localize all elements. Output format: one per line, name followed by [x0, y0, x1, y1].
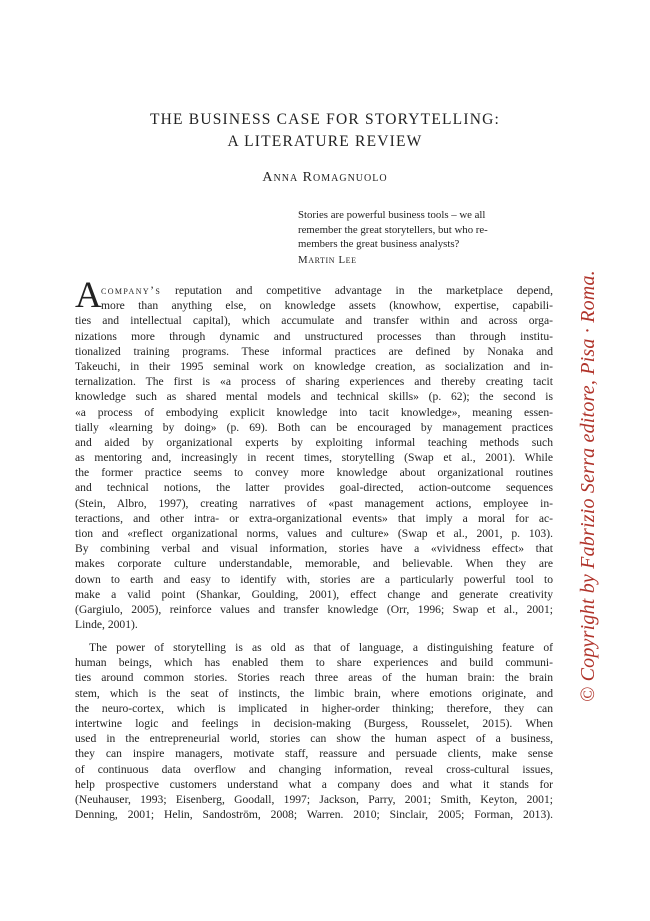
author-name: Anna Romagnuolo: [262, 170, 388, 185]
text-line: of continuous data overflow and changing information, reveal cross-cultural issues,: [75, 762, 553, 776]
text-line: the former practice seems to convey more knowledge about organizational routines: [75, 466, 553, 480]
text-line: teractions, and other intra- or extra-organizational events» that imply a moral for ac-: [75, 511, 553, 525]
text-line: ties and intellectual capital), which accumulate and transfer within and across orga-: [75, 314, 553, 328]
text-line: as mentoring and, increasingly in recent times, storytelling (Swap et al., 2001). While: [75, 451, 553, 465]
epigraph-line: remember the great storytellers, but who re-: [298, 223, 488, 236]
text-line: (Stein, Albro, 1997), creating narratives of «past management actions, employee in-: [75, 496, 553, 510]
text-line: the neuro-cortex, which is implicated in higher-order thinking; therefore, they can: [75, 701, 553, 715]
text-line: stem, which is the seat of instincts, the limbic brain, where emotions originate, and: [75, 686, 553, 700]
epigraph-attribution: Martin Lee: [298, 253, 357, 266]
text-line: used in the entrepreneurial world, stories can show the human aspect of a business,: [75, 732, 553, 746]
epigraph-line: Stories are powerful business tools – we all: [298, 209, 486, 221]
text-line: (Neuhauser, 1993; Eisenberg, Goodall, 1997; Jackson, Parry, 2001; Smith, Keyton, 2001;: [75, 792, 553, 806]
text-line: Denning, 2001; Helin, Sandoström, 2008; Warren. 2010; Sinclair, 2005; Forman, 2013).: [75, 808, 553, 822]
article-title-line-1: THE BUSINESS CASE FOR STORYTELLING:: [149, 111, 501, 128]
text-line: help prospective customers understand what a company does and what it stands for: [75, 777, 553, 791]
text-line: tionalized training programs. These informal practices are defined by Nonaka and: [75, 344, 553, 358]
text-line: and technical notions, the latter provides goal-directed, action-outcome sequences: [75, 481, 553, 495]
first-word: company’s: [101, 284, 162, 297]
text-line: Takeuchi, in their 1995 seminal work on knowledge creation, as socialization and in-: [75, 359, 553, 373]
epigraph: [298, 208, 542, 267]
paragraph-2: [75, 640, 553, 822]
copyright-watermark: [573, 250, 613, 710]
text-line: make a valid point (Shankar, Goulding, 2001), effect change and generate creativity: [75, 587, 553, 601]
article-title-line-2: A LITERATURE REVIEW: [227, 133, 423, 150]
text-line: knowledge such as shared mental models and technical skills» (p. 62); the second is: [75, 390, 553, 404]
text-line: The power of storytelling is as old as that of language, a distinguishing feature of: [89, 641, 553, 654]
text-line: nizations more through dynamic and unstructured processes than through institu-: [75, 329, 553, 343]
drop-cap: A: [75, 275, 102, 316]
copyright-text: © Copyright by Fabrizio Serra editore, Pisa · Roma.: [577, 270, 599, 702]
text-line: tially «learning by doing» (p. 69). Both can be encouraged by management practices: [75, 420, 553, 434]
text-line: Linde, 2001).: [75, 618, 138, 632]
text-line-rest: reputation and competitive advantage in the marketplace depend,: [161, 284, 553, 297]
text-line: ties around common stories. Stories reach three areas of the human brain: the brain: [75, 671, 553, 685]
text-line: makes corporate culture understandable, memorable, and believable. When they are: [75, 557, 553, 571]
paragraph-1: [75, 275, 553, 632]
text-line: By combining verbal and visual information, stories have a «vividness effect» that: [75, 542, 553, 556]
epigraph-line: members the great business analysts?: [298, 238, 460, 250]
text-line: «a process of embodying explicit knowledge into tacit knowledge», meaning essen-: [75, 405, 553, 419]
text-line: intertwine logic and feelings in decision-making (Burgess, Rousselet, 2015). When: [75, 716, 553, 730]
text-line: down to earth and easy to identify with, stories are a particularly powerful tool to: [75, 572, 553, 586]
text-line: [75, 283, 553, 298]
text-line: tion and «reflect organizational norms, values and culture» (Swap et al., 2001, p. 103).: [75, 527, 553, 540]
text-line: human beings, which has enabled them to share experiences and build communi-: [75, 656, 553, 670]
text-line: ternalization. The first is «a process of sharing experiences and thereby creating tacit: [75, 375, 553, 389]
text-line: and aided by organizational experts by exploiting informal teaching methods such: [75, 435, 553, 449]
text-line: (Gargiulo, 2005), reinforce values and transfer knowledge (Orr, 1996; Swap et al., 2001;: [75, 602, 553, 616]
text-line: they can inspire managers, motivate staff, reassure and persuade clients, make sense: [75, 747, 553, 761]
text-line: more than anything else, on knowledge assets (knowhow, expertise, capabili-: [101, 299, 553, 313]
